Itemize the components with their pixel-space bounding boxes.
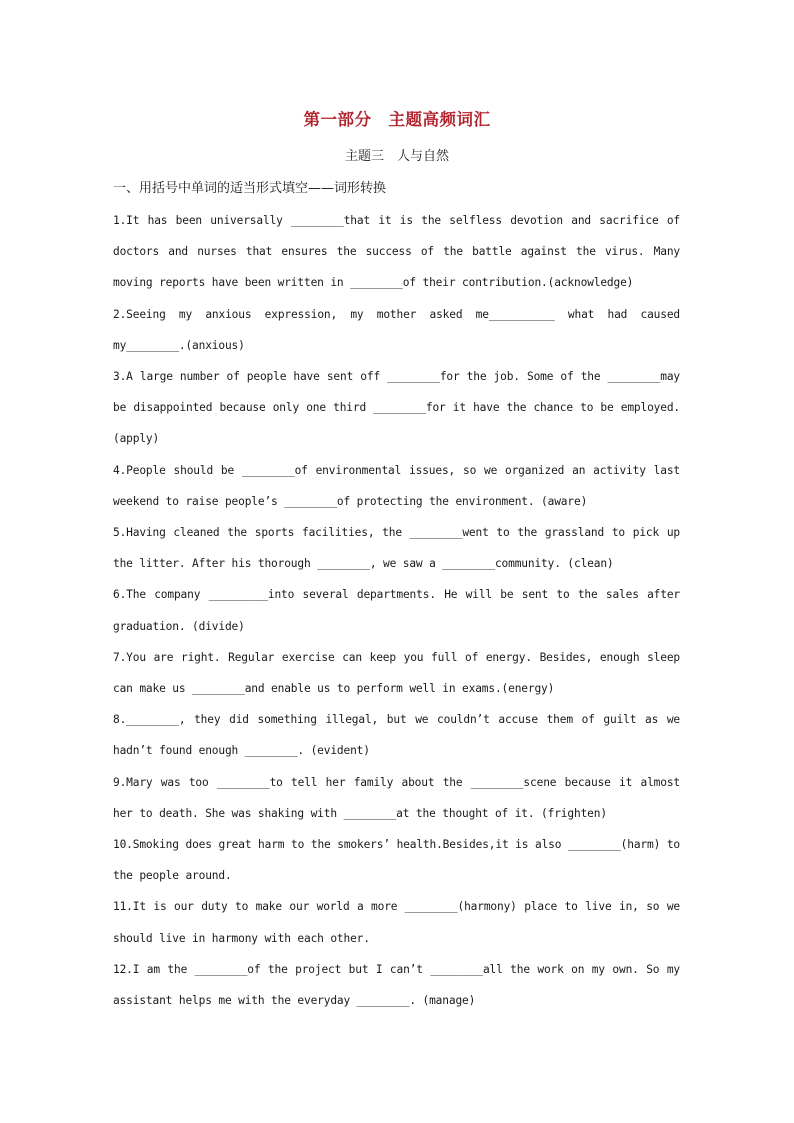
section-heading: 一、用括号中单词的适当形式填空——词形转换 [113, 181, 387, 196]
page-subtitle: 主题三 人与自然 [344, 149, 449, 164]
question-item: 12.I am the ________of the project but I can’t ________all the work on my own. So my assistant helps me with the everyday ________. (manage) [113, 962, 680, 1008]
question-item: 4.People should be ________of environmental issues, so we organized an activity last weekend to raise people’s ________of protecting the environment. (aware) [113, 463, 680, 508]
question-item: 1.It has been universally ________that it is the selfless devotion and sacrifice of doctors and nurses that ensures the success of the battle against the virus. Many moving reports have been written in ________of their contribution.(acknowledge) [113, 214, 680, 290]
question-list [113, 205, 680, 1016]
page-title: 第一部分 主题高频词汇 [303, 110, 491, 129]
question-item: 9.Mary was too ________to tell her family about the ________scene because it almost her to death. She was shaking with ________at the thought of it. (frighten) [113, 775, 680, 820]
question-item: 10.Smoking does great harm to the smokers’ health.Besides,it is also ________(harm) to the people around. [113, 838, 680, 883]
question-item: 2.Seeing my anxious expression, my mother asked me__________ what had caused my________.(anxious) [113, 307, 680, 352]
question-item: 5.Having cleaned the sports facilities, the ________went to the grassland to pick up the litter. After his thorough ________, we saw a ________community. (clean) [113, 526, 680, 571]
question-item: 6.The company _________into several departments. He will be sent to the sales after graduation. (divide) [113, 588, 680, 633]
question-item: 7.You are right. Regular exercise can keep you full of energy. Besides, enough sleep can make us ________and enable us to perform well in exams.(energy) [113, 650, 680, 696]
question-item: 8.________, they did something illegal, but we couldn’t accuse them of guilt as we hadn’t found enough ________. (evident) [113, 713, 680, 758]
question-item: 11.It is our duty to make our world a more ________(harmony) place to live in, so we should live in harmony with each other. [113, 900, 680, 945]
question-item: 3.A large number of people have sent off ________for the job. Some of the ________may be disappointed because only one third ________for it have the chance to be employed.(apply) [113, 370, 680, 446]
